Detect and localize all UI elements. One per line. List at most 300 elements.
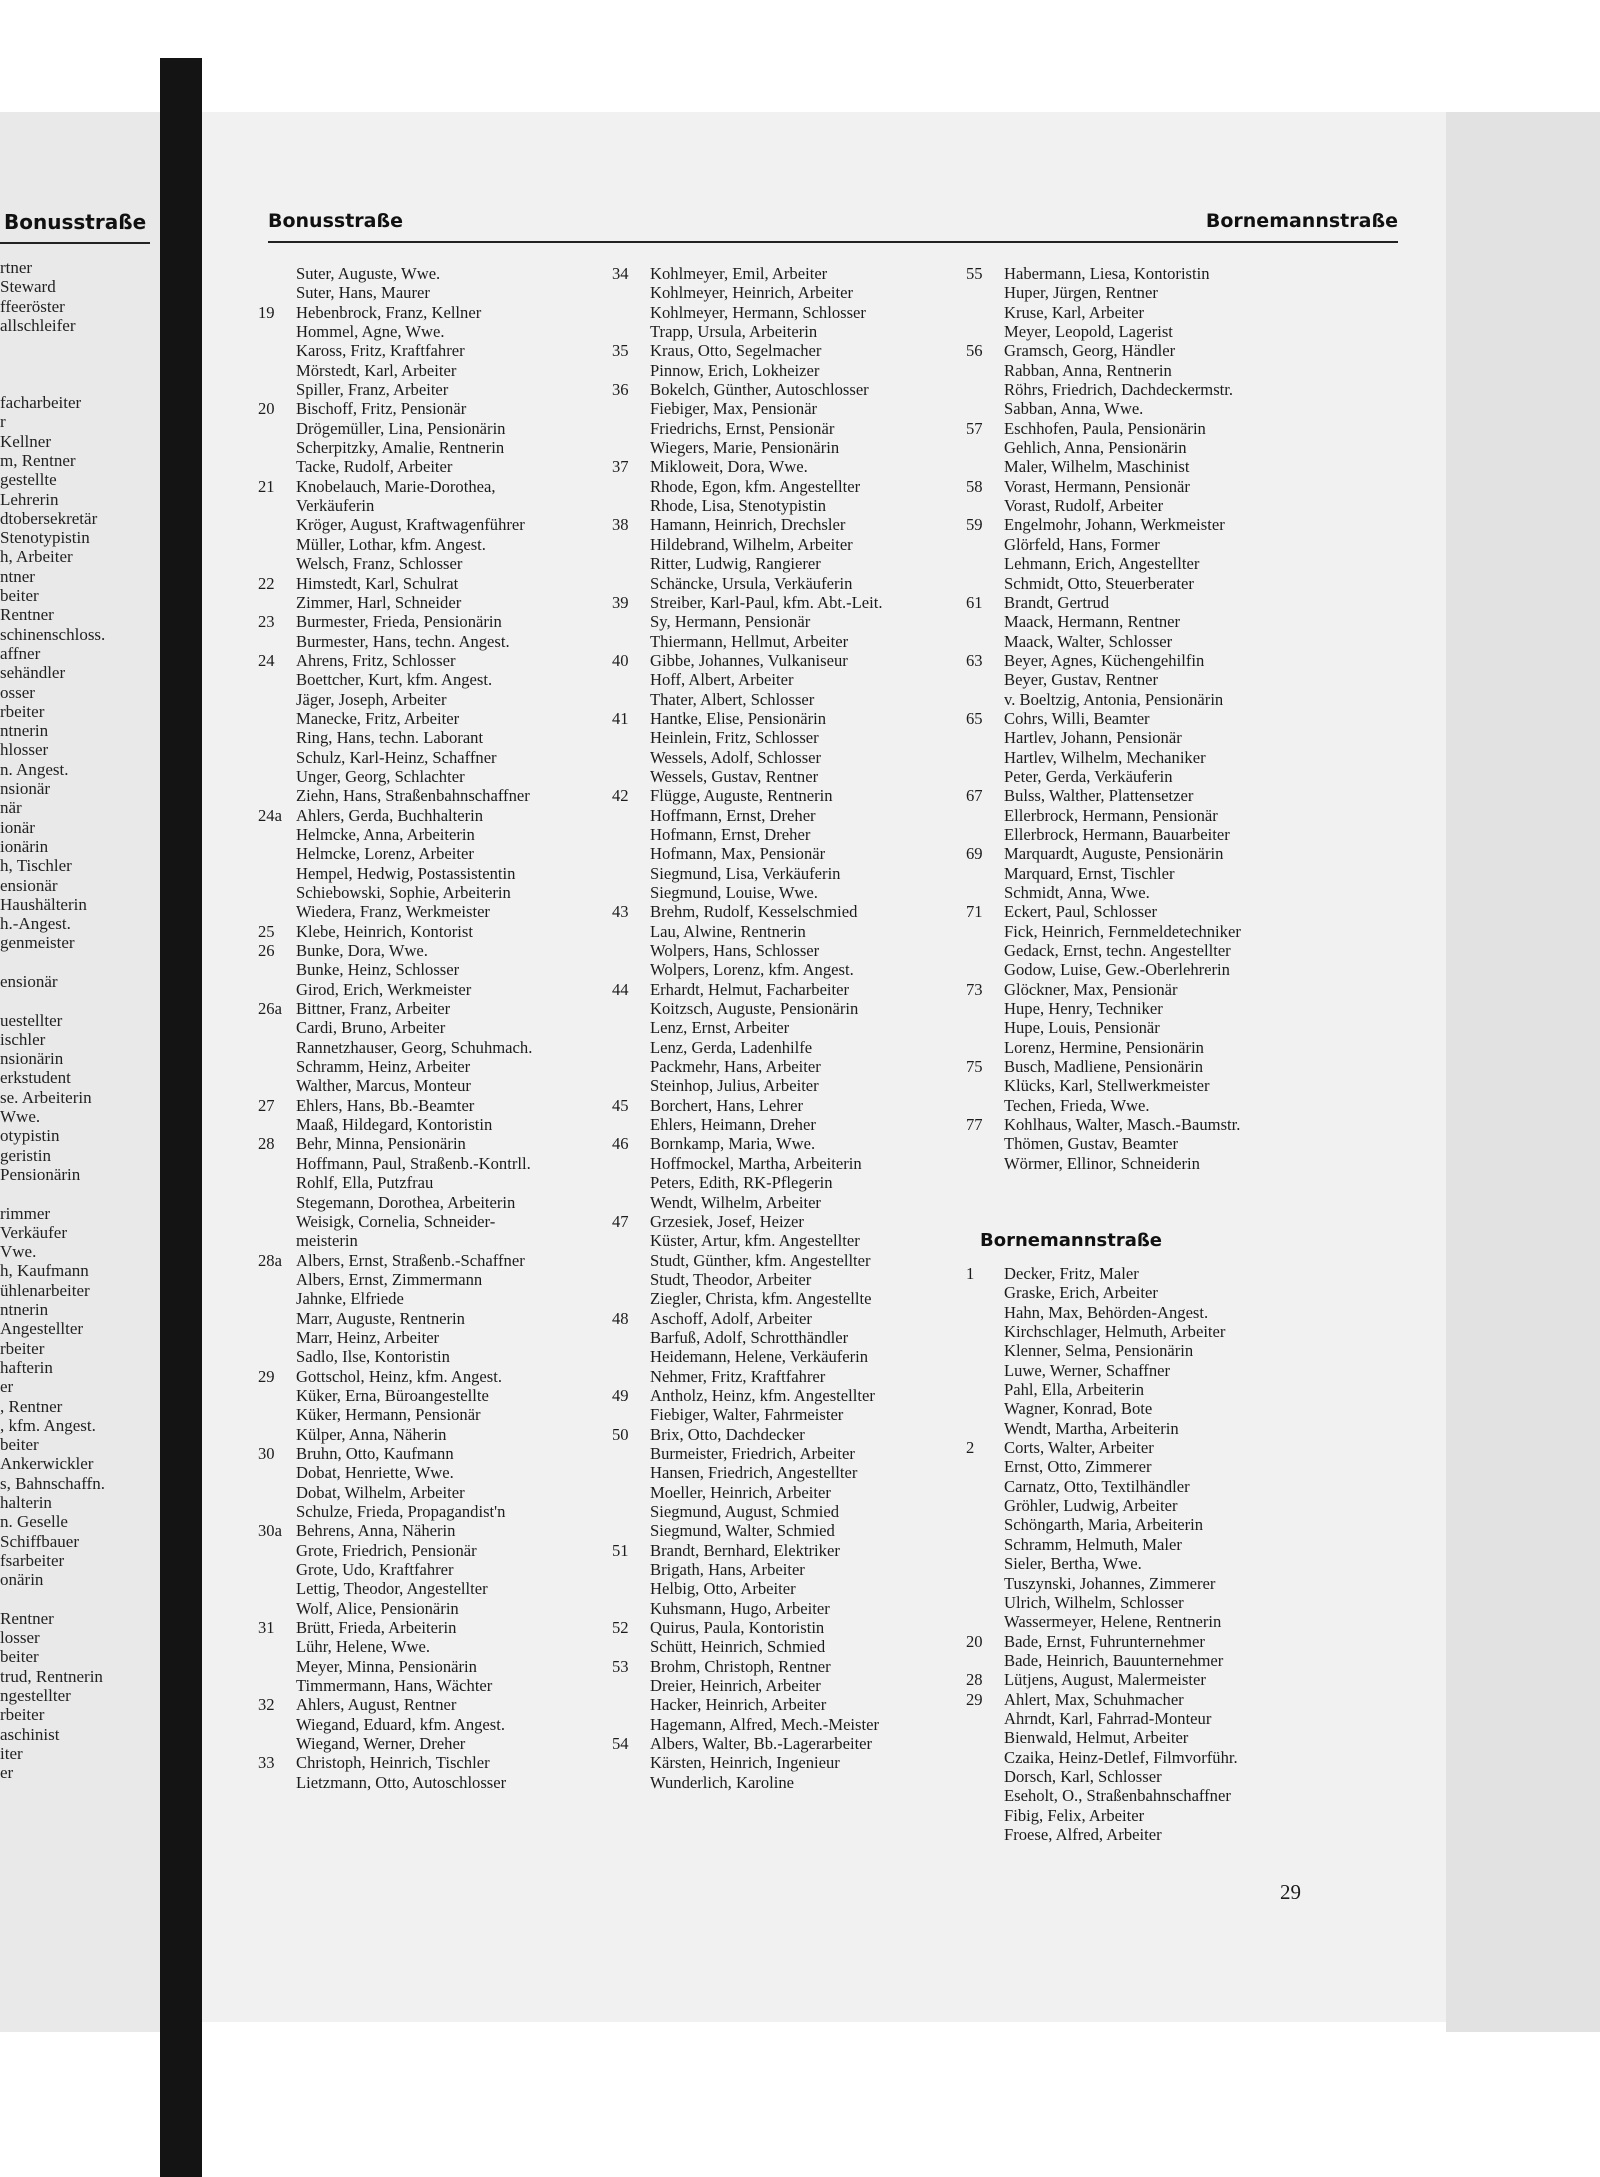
directory-entry [258,806,532,825]
directory-entry [612,999,883,1018]
left-fragment-line: geristin [0,1145,51,1165]
resident-entry: Albers, Ernst, Zimmermann [296,1269,483,1289]
directory-entry [966,1748,1238,1767]
directory-entry [258,1695,532,1714]
directory-entry [258,535,532,554]
left-fragment-line: nsionärin [0,1049,64,1069]
house-number [258,1212,296,1231]
house-number [966,1554,1004,1573]
directory-entry [966,1341,1238,1360]
directory-entry [612,1502,883,1521]
resident-entry: Timmermann, Hans, Wächter [296,1676,493,1696]
house-number [258,709,296,728]
directory-entry [612,1173,883,1192]
resident-entry: Grote, Friedrich, Pensionär [296,1540,477,1560]
resident-entry: Eckert, Paul, Schlosser [1004,902,1157,922]
resident-entry: Quirus, Paula, Kontoristin [650,1618,825,1638]
directory-entry [966,535,1241,554]
directory-entry [966,593,1241,612]
directory-entry [612,1154,883,1173]
house-number: 40 [612,650,629,670]
house-number: 77 [966,1115,983,1135]
resident-entry: Müller, Lothar, kfm. Angest. [296,534,486,554]
house-number: 23 [258,612,275,632]
house-number [258,1560,296,1579]
directory-entry [258,1599,532,1618]
resident-entry: Hofmann, Ernst, Dreher [650,824,811,844]
resident-entry: Meyer, Leopold, Lagerist [1004,322,1173,342]
left-fragment-line: genmeister [0,933,75,953]
directory-entry [966,786,1241,805]
left-fragment-line: Steward [0,277,56,297]
directory-entry [258,690,532,709]
directory-entry [966,1496,1238,1515]
left-fragment-line: h, Tischler [0,856,72,876]
resident-entry: Techen, Frieda, Wwe. [1004,1095,1150,1115]
directory-entry [258,632,532,651]
resident-entry: Hupe, Louis, Pensionär [1004,1018,1160,1038]
directory-entry [258,1251,532,1270]
resident-entry: Wiedera, Franz, Werkmeister [296,902,490,922]
directory-entry [258,960,532,979]
resident-entry: Kuhsmann, Hugo, Arbeiter [650,1598,830,1618]
house-number [258,1386,296,1405]
house-number [966,632,1004,651]
resident-entry: Külper, Anna, Näherin [296,1424,447,1444]
directory-entry [258,1637,532,1656]
resident-entry: Wessels, Gustav, Rentner [650,766,819,786]
directory-entry [612,535,883,554]
resident-entry: Wendt, Martha, Arbeiterin [1004,1418,1179,1438]
resident-entry: Schulze, Frieda, Propagandist'n [296,1502,506,1521]
resident-entry: Bienwald, Helmut, Arbeiter [1004,1728,1189,1748]
house-number: 20 [258,399,275,419]
resident-entry: Schulz, Karl-Heinz, Schaffner [296,747,497,767]
resident-entry: Dorsch, Karl, Schlosser [1004,1766,1162,1786]
house-number [258,883,296,902]
house-number: 52 [612,1618,629,1638]
resident-entry: Ahlers, August, Rentner [296,1695,457,1715]
left-fragment-line: dtobersekretär [0,508,98,528]
directory-entry [612,941,883,960]
resident-entry: Fiebiger, Max, Pensionär [650,399,818,419]
left-fragment-line: onärin [0,1570,44,1590]
directory-entry [612,1657,883,1676]
resident-entry: Meyer, Minna, Pensionärin [296,1656,477,1676]
directory-entry [966,1709,1238,1728]
resident-entry: Hebenbrock, Franz, Kellner [296,302,482,322]
directory-entry [966,1322,1238,1341]
directory-entry [966,1535,1238,1554]
directory-entry [258,496,532,515]
directory-entry [966,380,1241,399]
house-number [612,574,650,593]
house-number [612,1483,650,1502]
house-number [966,1038,1004,1057]
directory-entry [966,322,1241,341]
house-number [258,1773,296,1792]
house-number: 46 [612,1134,629,1154]
house-number [612,1637,650,1656]
directory-entry [966,399,1241,418]
resident-entry: Behrens, Anna, Näherin [296,1521,456,1541]
resident-entry: Suter, Hans, Maurer [296,283,430,303]
house-number [258,1463,296,1482]
directory-entry [258,941,532,960]
house-number [612,1154,650,1173]
directory-entry [258,825,532,844]
resident-entry: Jahnke, Elfriede [296,1289,404,1309]
house-number: 20 [966,1631,983,1651]
left-fragment-line: ionär [0,817,35,837]
left-fragment-line: r [0,412,6,432]
directory-entry [258,1076,532,1095]
house-number [612,748,650,767]
house-number [612,1076,650,1095]
house-number [612,999,650,1018]
directory-entry [612,922,883,941]
resident-entry: Christoph, Heinrich, Tischler [296,1753,490,1773]
resident-entry: Zimmer, Harl, Schneider [296,592,462,612]
resident-entry: Hagemann, Alfred, Mech.-Meister [650,1714,880,1734]
house-number: 38 [612,515,629,535]
directory-entry [966,283,1241,302]
house-number [612,728,650,747]
directory-entry [258,361,532,380]
house-number [612,864,650,883]
resident-entry: Stegemann, Dorothea, Arbeiterin [296,1192,516,1212]
resident-entry: Ehlers, Heimann, Dreher [650,1115,816,1135]
directory-entry [612,1637,883,1656]
resident-entry: Maack, Hermann, Rentner [1004,612,1181,632]
house-number [258,670,296,689]
resident-entry: Engelmohr, Johann, Werkmeister [1004,515,1225,535]
resident-entry: Wunderlich, Karoline [650,1772,795,1792]
resident-entry: Küster, Artur, kfm. Angestellter [650,1231,860,1251]
directory-entry [258,922,532,941]
house-number [258,1347,296,1366]
resident-entry: Gehlich, Anna, Pensionärin [1004,438,1187,458]
column-1 [258,264,532,1792]
house-number: 49 [612,1385,629,1405]
house-number [966,283,1004,302]
house-number [258,1657,296,1676]
house-number [966,1341,1004,1360]
directory-entry [258,1521,532,1540]
house-number [258,748,296,767]
house-number [966,303,1004,322]
house-number: 34 [612,264,629,283]
resident-entry: Hantke, Elise, Pensionärin [650,708,827,728]
resident-entry: Kärsten, Heinrich, Ingenieur [650,1753,840,1773]
directory-entry [258,1173,532,1192]
directory-entry [966,361,1241,380]
resident-entry: Lenz, Ernst, Arbeiter [650,1018,790,1038]
left-fragment-line: uestellter [0,1010,63,1030]
resident-entry: Helmcke, Lorenz, Arbeiter [296,844,474,864]
directory-entry [612,1715,883,1734]
directory-entry [966,670,1241,689]
house-number: 54 [612,1734,629,1754]
resident-entry: Dobat, Henriette, Wwe. [296,1463,454,1483]
resident-entry: Burmester, Frieda, Pensionärin [296,612,502,632]
house-number: 24a [258,805,282,825]
left-fragment-line: n. Angest. [0,759,69,779]
left-fragment-line: h, Kaufmann [0,1261,89,1281]
directory-entry [966,1303,1238,1322]
house-number [966,1574,1004,1593]
resident-entry: Gröhler, Ludwig, Arbeiter [1004,1496,1178,1516]
house-number [612,1270,650,1289]
house-number: 57 [966,418,983,438]
directory-entry [966,1612,1238,1631]
house-number [612,477,650,496]
house-number: 2 [966,1438,975,1458]
header-left-street: Bonusstraße [268,210,404,232]
directory-entry [258,883,532,902]
resident-entry: Kraus, Otto, Segelmacher [650,341,822,361]
house-number [258,728,296,747]
house-number [966,1515,1004,1534]
directory-entry [966,496,1241,515]
directory-entry [966,1134,1241,1153]
house-number [612,399,650,418]
house-number: 35 [612,341,629,361]
directory-entry [612,632,883,651]
resident-entry: Dreier, Heinrich, Arbeiter [650,1676,821,1696]
house-number [612,806,650,825]
resident-entry: Siegmund, August, Schmied [650,1502,839,1521]
directory-entry [612,1096,883,1115]
left-fragment-line: hlosser [0,740,49,760]
left-fragment-line: Stenotypistin [0,528,90,548]
directory-entry [258,1193,532,1212]
resident-entry: Hommel, Agne, Wwe. [296,322,445,342]
resident-entry: Wiegand, Werner, Dreher [296,1734,466,1754]
left-fragment-line [0,335,105,354]
resident-entry: Thömen, Gustav, Beamter [1004,1134,1179,1154]
house-number [966,922,1004,941]
left-fragment-line: h.-Angest. [0,914,71,934]
directory-entry [966,748,1241,767]
left-fragment-line: Verkäufer [0,1222,68,1242]
resident-entry: Decker, Fritz, Maler [1004,1264,1139,1283]
house-number [966,883,1004,902]
house-number: 75 [966,1057,983,1077]
directory-entry [612,1541,883,1560]
house-number [966,999,1004,1018]
directory-entry [258,380,532,399]
house-number: 67 [966,786,983,806]
house-number [258,380,296,399]
left-fragment-line: affner [0,643,41,663]
resident-entry: Koitzsch, Auguste, Pensionärin [650,999,859,1019]
resident-entry: Beyer, Gustav, Rentner [1004,670,1159,690]
house-number [612,1115,650,1134]
resident-entry: Hartlev, Johann, Pensionär [1004,728,1182,748]
directory-entry [966,960,1241,979]
house-number [966,554,1004,573]
directory-entry [612,515,883,534]
resident-entry: Bornkamp, Maria, Wwe. [650,1134,816,1154]
resident-entry: Hildebrand, Wilhelm, Arbeiter [650,534,853,554]
house-number [612,1018,650,1037]
house-number: 30a [258,1521,282,1541]
resident-entry: Kröger, August, Kraftwagenführer [296,515,525,535]
resident-entry: Corts, Walter, Arbeiter [1004,1438,1154,1458]
directory-entry [258,1463,532,1482]
house-number [258,960,296,979]
resident-entry: Wörmer, Ellinor, Schneiderin [1004,1153,1200,1173]
resident-entry: Dobat, Wilhelm, Arbeiter [296,1482,465,1502]
house-number [966,1322,1004,1341]
resident-entry: Rhode, Egon, kfm. Angestellter [650,476,861,496]
house-number [258,825,296,844]
resident-entry: Hempel, Hedwig, Postassistentin [296,863,516,883]
directory-entry [258,651,532,670]
house-number [258,1541,296,1560]
resident-entry: Lütjens, August, Malermeister [1004,1670,1206,1690]
directory-entry [612,864,883,883]
house-number [612,1405,650,1424]
resident-entry: Borchert, Hans, Lehrer [650,1095,803,1115]
resident-entry: Jäger, Joseph, Arbeiter [296,689,447,709]
left-page-header: Bonusstraße [4,210,147,234]
left-fragment-line: n. Geselle [0,1512,68,1532]
resident-entry: Lühr, Helene, Wwe. [296,1637,431,1657]
resident-entry: Klebe, Heinrich, Kontorist [296,921,473,941]
resident-entry: Steinhop, Julius, Arbeiter [650,1076,819,1096]
house-number [966,670,1004,689]
directory-entry [966,1786,1238,1805]
column-3-bornemannstrasse [966,1264,1238,1844]
house-number [966,612,1004,631]
directory-entry [612,1695,883,1714]
directory-entry [612,1425,883,1444]
directory-entry [966,1515,1238,1534]
directory-entry [612,399,883,418]
directory-entry [612,612,883,631]
house-number: 56 [966,341,983,361]
directory-entry [966,1457,1238,1476]
left-fragment-line: Angestellter [0,1319,84,1339]
resident-entry: Bade, Heinrich, Bauunternehmer [1004,1650,1224,1670]
directory-entry [966,902,1241,921]
resident-entry: Lenz, Gerda, Ladenhilfe [650,1037,813,1057]
resident-entry: Ziehn, Hans, Straßenbahnschaffner [296,786,530,806]
directory-entry [258,399,532,418]
left-fragment-line: ntnerin [0,721,49,741]
directory-entry [966,612,1241,631]
directory-entry [966,883,1241,902]
house-number [258,1715,296,1734]
house-number: 55 [966,264,983,283]
resident-entry: Czaika, Heinz-Detlef, Filmvorführ. [1004,1747,1238,1767]
house-number [966,438,1004,457]
house-number [612,883,650,902]
directory-entry [966,709,1241,728]
resident-entry: Wagner, Konrad, Bote [1004,1399,1153,1419]
house-number: 37 [612,457,629,477]
house-number: 1 [966,1264,975,1283]
resident-entry: Röhrs, Friedrich, Dachdeckermstr. [1004,380,1234,400]
resident-entry: Froese, Alfred, Arbeiter [1004,1824,1162,1844]
house-number: 63 [966,650,983,670]
resident-entry: Wendt, Wilhelm, Arbeiter [650,1192,821,1212]
resident-entry: Hartlev, Wilhelm, Mechaniker [1004,747,1206,767]
resident-entry: Ring, Hans, techn. Laborant [296,728,484,748]
directory-entry [612,341,883,360]
resident-entry: Eseholt, O., Straßenbahnschaffner [1004,1786,1231,1806]
directory-entry [612,690,883,709]
house-number [612,1444,650,1463]
directory-entry [612,651,883,670]
house-number [258,1057,296,1076]
directory-entry [966,1477,1238,1496]
directory-entry [612,1618,883,1637]
directory-entry [612,806,883,825]
directory-entry [966,457,1241,476]
left-fragment-line: ntner [0,566,35,586]
resident-entry: Trapp, Ursula, Arbeiterin [650,322,818,342]
directory-entry [258,1560,532,1579]
directory-page [200,112,1446,2022]
house-number [612,1367,650,1386]
directory-entry [612,844,883,863]
left-fragment-line: ühlenarbeiter [0,1280,90,1300]
house-number [966,748,1004,767]
resident-entry: Rhode, Lisa, Stenotypistin [650,496,827,516]
directory-entry [612,457,883,476]
house-number [258,1599,296,1618]
left-fragment-line: er [0,1377,14,1397]
directory-entry [966,922,1241,941]
left-fragment-line: , kfm. Angest. [0,1415,96,1435]
left-fragment-line: ngestellter [0,1685,71,1705]
column-2 [612,264,883,1792]
left-fragment-line: gestellte [0,470,57,490]
resident-entry: Schmidt, Otto, Steuerberater [1004,573,1194,593]
resident-entry: Gedack, Ernst, techn. Angestellter [1004,941,1231,961]
resident-entry: Hoffmann, Paul, Straßenb.-Kontrll. [296,1153,531,1173]
directory-entry [258,438,532,457]
directory-entry [258,864,532,883]
house-number [612,690,650,709]
directory-entry [258,1057,532,1076]
resident-entry: Küker, Hermann, Pensionär [296,1405,481,1425]
house-number [612,1193,650,1212]
house-number [258,419,296,438]
resident-entry: Himstedt, Karl, Schulrat [296,573,459,593]
directory-entry [966,264,1241,283]
directory-entry [258,999,532,1018]
directory-entry [612,748,883,767]
directory-entry [258,767,532,786]
directory-entry [258,1328,532,1347]
house-number [966,728,1004,747]
section-heading-bornemannstrasse: Bornemannstraße [980,1230,1163,1251]
directory-entry [258,1038,532,1057]
directory-entry [966,1057,1241,1076]
resident-entry: Kirchschlager, Helmuth, Arbeiter [1004,1322,1226,1342]
house-number: 28a [258,1250,282,1270]
left-fragment-line [0,1589,105,1608]
house-number [966,1748,1004,1767]
resident-entry: Verkäuferin [296,496,375,516]
house-number [258,1173,296,1192]
directory-entry [612,361,883,380]
left-fragment-line: er [0,1763,14,1783]
